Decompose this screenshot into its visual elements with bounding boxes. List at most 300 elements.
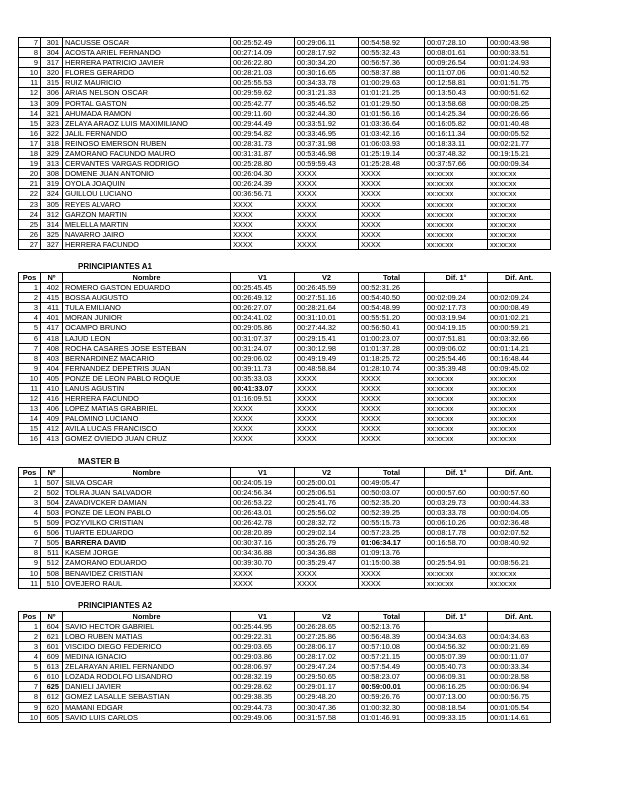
total-cell: 01:01:56.16 (359, 108, 425, 118)
pos-cell: 12 (19, 88, 41, 98)
dif-prev-cell: xx:xx:xx (488, 239, 551, 249)
v2-cell: 00:29:01.17 (295, 682, 359, 692)
total-cell: XXXX (359, 219, 425, 229)
number-cell: 322 (41, 128, 63, 138)
v2-cell: 00:30:16.65 (295, 68, 359, 78)
pos-cell: 13 (19, 404, 41, 414)
v1-cell: 00:29:05.86 (231, 323, 295, 333)
category-section (18, 600, 550, 723)
v2-cell: XXXX (295, 199, 359, 209)
dif-prev-cell: 00:00:44.33 (488, 497, 551, 507)
dif-prev-cell: 00:01:40.52 (488, 68, 551, 78)
table-row (19, 283, 551, 293)
v1-cell: 00:25:42.77 (231, 98, 295, 108)
number-cell: 504 (41, 497, 63, 507)
number-cell: 406 (41, 404, 63, 414)
table-row (19, 384, 551, 394)
v1-cell: 00:26:27.07 (231, 303, 295, 313)
dif-first-cell: 00:12:58.81 (425, 78, 488, 88)
dif-prev-cell: 00:02:07.52 (488, 528, 551, 538)
name-cell: HERRERA PATRICIO JAVIER (63, 58, 231, 68)
total-cell: 00:57:23.25 (359, 528, 425, 538)
name-cell: ROCHA CASARES JOSE ESTEBAN (63, 343, 231, 353)
table-row (19, 538, 551, 548)
dif-prev-cell: xx:xx:xx (488, 578, 551, 588)
table-row (19, 353, 551, 363)
dif-prev-cell: 00:00:05.52 (488, 128, 551, 138)
v2-cell: 00:27:44.32 (295, 323, 359, 333)
dif-first-cell (425, 477, 488, 487)
pos-cell: 21 (19, 179, 41, 189)
name-cell: NACUSSE OSCAR (63, 38, 231, 48)
total-cell: 01:01:29.50 (359, 98, 425, 108)
dif-prev-cell: 00:01:05.54 (488, 702, 551, 712)
dif-prev-cell: xx:xx:xx (488, 199, 551, 209)
number-cell: 324 (41, 189, 63, 199)
category-title: PRINCIPIANTES A1 (78, 261, 152, 271)
column-header: V1 (231, 467, 295, 477)
table-row (19, 229, 551, 239)
dif-first-cell: 00:08:17.78 (425, 528, 488, 538)
name-cell: GARZON MARTIN (63, 209, 231, 219)
column-header: Dif. 1° (425, 467, 488, 477)
total-cell: 00:57:54.49 (359, 662, 425, 672)
dif-prev-cell: 00:00:04.05 (488, 507, 551, 517)
pos-cell: 16 (19, 434, 41, 444)
name-cell: REINOSO EMERSON RUBEN (63, 138, 231, 148)
number-cell: 609 (41, 652, 63, 662)
category-title: MASTER B (78, 456, 120, 466)
table-row (19, 578, 551, 588)
dif-first-cell: xx:xx:xx (425, 229, 488, 239)
table-row (19, 78, 551, 88)
number-cell: 308 (41, 169, 63, 179)
dif-prev-cell: 00:01:14.21 (488, 343, 551, 353)
dif-first-cell: xx:xx:xx (425, 219, 488, 229)
v2-cell: XXXX (295, 189, 359, 199)
dif-first-cell (425, 283, 488, 293)
number-cell: 323 (41, 118, 63, 128)
dif-first-cell: 00:04:19.15 (425, 323, 488, 333)
table-row (19, 394, 551, 404)
pos-cell: 2 (19, 631, 41, 641)
name-cell: LOZADA RODOLFO LISANDRO (63, 672, 231, 682)
dif-first-cell: 00:02:09.24 (425, 293, 488, 303)
total-cell: XXXX (359, 189, 425, 199)
dif-prev-cell: 00:00:26.66 (488, 108, 551, 118)
total-cell: XXXX (359, 199, 425, 209)
number-cell: 320 (41, 68, 63, 78)
v1-cell: 00:26:22.80 (231, 58, 295, 68)
v1-cell: 00:31:24.07 (231, 343, 295, 353)
table-row (19, 293, 551, 303)
name-cell: SAVIO HECTOR GABRIEL (63, 621, 231, 631)
dif-first-cell: 00:06:09.31 (425, 672, 488, 682)
table-row (19, 333, 551, 343)
v2-cell: 00:25:00.01 (295, 477, 359, 487)
v1-cell: XXXX (231, 568, 295, 578)
table-row (19, 88, 551, 98)
v1-cell: 00:36:56.71 (231, 189, 295, 199)
dif-prev-cell (488, 548, 551, 558)
table-row (19, 118, 551, 128)
dif-first-cell: 00:08:01.61 (425, 48, 488, 58)
v1-cell: 00:31:31.87 (231, 149, 295, 159)
column-header: Nombre (63, 467, 231, 477)
column-header: Pos (19, 611, 41, 621)
number-cell: 321 (41, 108, 63, 118)
dif-prev-cell: 00:00:09.34 (488, 159, 551, 169)
pos-cell: 26 (19, 229, 41, 239)
total-cell: 00:58:37.88 (359, 68, 425, 78)
pos-cell: 22 (19, 189, 41, 199)
total-cell: XXXX (359, 424, 425, 434)
v2-cell: 00:28:21.64 (295, 303, 359, 313)
name-cell: OVEJERO RAUL (63, 578, 231, 588)
total-cell: 01:28:10.74 (359, 363, 425, 373)
dif-prev-cell: 00:01:14.61 (488, 712, 551, 722)
v1-cell: XXXX (231, 239, 295, 249)
dif-first-cell: 00:16:05.82 (425, 118, 488, 128)
pos-cell: 6 (19, 333, 41, 343)
column-header: Dif. 1° (425, 611, 488, 621)
name-cell: VISCIDO DIEGO FEDERICO (63, 641, 231, 651)
total-cell: 00:49:05.47 (359, 477, 425, 487)
total-cell: 01:25:19.14 (359, 149, 425, 159)
name-cell: GOMEZ OVIEDO JUAN CRUZ (63, 434, 231, 444)
v1-cell: 00:25:52.49 (231, 38, 295, 48)
column-header: V1 (231, 272, 295, 282)
v2-cell: XXXX (295, 434, 359, 444)
column-header: Nombre (63, 611, 231, 621)
v1-cell: XXXX (231, 219, 295, 229)
pos-cell: 9 (19, 702, 41, 712)
v2-cell: XXXX (295, 568, 359, 578)
v1-cell: 00:29:03.86 (231, 652, 295, 662)
number-cell: 418 (41, 333, 63, 343)
name-cell: SILVA OSCAR (63, 477, 231, 487)
dif-first-cell: xx:xx:xx (425, 179, 488, 189)
v2-cell: XXXX (295, 179, 359, 189)
dif-prev-cell: 00:08:56.21 (488, 558, 551, 568)
number-cell: 319 (41, 179, 63, 189)
dif-prev-cell: 00:00:06.94 (488, 682, 551, 692)
dif-first-cell: 00:35:39.48 (425, 363, 488, 373)
v2-cell: 00:35:46.52 (295, 98, 359, 108)
pos-cell: 6 (19, 672, 41, 682)
pos-cell: 3 (19, 303, 41, 313)
number-cell: 409 (41, 414, 63, 424)
pos-cell: 7 (19, 538, 41, 548)
v2-cell: XXXX (295, 219, 359, 229)
dif-first-cell: 00:13:58.68 (425, 98, 488, 108)
v1-cell: 00:25:44.95 (231, 621, 295, 631)
header-row (19, 272, 551, 282)
name-cell: FLORES GERARDO (63, 68, 231, 78)
v2-cell: XXXX (295, 414, 359, 424)
pos-cell: 9 (19, 558, 41, 568)
dif-first-cell: 00:07:13.00 (425, 692, 488, 702)
total-cell: 00:59:26.76 (359, 692, 425, 702)
pos-cell: 1 (19, 283, 41, 293)
v1-cell: 00:29:44.73 (231, 702, 295, 712)
total-cell: 00:52:13.76 (359, 621, 425, 631)
v2-cell: 00:31:21.33 (295, 88, 359, 98)
total-cell: XXXX (359, 169, 425, 179)
pos-cell: 10 (19, 68, 41, 78)
table-row (19, 58, 551, 68)
dif-prev-cell: xx:xx:xx (488, 394, 551, 404)
v2-cell: 00:31:10.01 (295, 313, 359, 323)
table-row (19, 128, 551, 138)
dif-prev-cell: xx:xx:xx (488, 414, 551, 424)
dif-first-cell: xx:xx:xx (425, 394, 488, 404)
total-cell: 00:59:00.01 (359, 682, 425, 692)
v2-cell: 00:35:29.47 (295, 558, 359, 568)
number-cell: 507 (41, 477, 63, 487)
v2-cell: 00:35:26.79 (295, 538, 359, 548)
table-row (19, 199, 551, 209)
v1-cell: 00:25:28.80 (231, 159, 295, 169)
dif-first-cell: xx:xx:xx (425, 578, 488, 588)
total-cell: 00:57:21.15 (359, 652, 425, 662)
dif-first-cell: 00:03:29.73 (425, 497, 488, 507)
pos-cell: 11 (19, 578, 41, 588)
dif-prev-cell (488, 477, 551, 487)
pos-cell: 5 (19, 662, 41, 672)
v2-cell: 00:26:45.59 (295, 283, 359, 293)
dif-prev-cell: 00:01:51.75 (488, 78, 551, 88)
dif-prev-cell: xx:xx:xx (488, 373, 551, 383)
results-table (18, 272, 551, 445)
number-cell: 604 (41, 621, 63, 631)
total-cell: 00:50:03.07 (359, 487, 425, 497)
dif-prev-cell: xx:xx:xx (488, 229, 551, 239)
name-cell: HERRERA FACUNDO (63, 394, 231, 404)
dif-prev-cell: 00:08:40.92 (488, 538, 551, 548)
column-header: Total (359, 467, 425, 477)
total-cell: XXXX (359, 179, 425, 189)
v1-cell: 00:26:49.12 (231, 293, 295, 303)
v1-cell: 00:28:20.89 (231, 528, 295, 538)
header-row (19, 611, 551, 621)
pos-cell: 24 (19, 209, 41, 219)
number-cell: 312 (41, 209, 63, 219)
pos-cell: 11 (19, 384, 41, 394)
name-cell: ZAMORANO FACUNDO MAURO (63, 149, 231, 159)
name-cell: OYOLA JOAQUIN (63, 179, 231, 189)
column-header: Nº (41, 272, 63, 282)
table-row (19, 159, 551, 169)
dif-prev-cell: 00:04:34.63 (488, 631, 551, 641)
pos-cell: 10 (19, 712, 41, 722)
name-cell: HERRERA FACUNDO (63, 239, 231, 249)
dif-first-cell: 00:25:54.46 (425, 353, 488, 363)
table-row (19, 363, 551, 373)
name-cell: RUIZ MAURICIO (63, 78, 231, 88)
number-cell: 601 (41, 641, 63, 651)
table-row (19, 169, 551, 179)
total-cell: 01:15:00.38 (359, 558, 425, 568)
table-row (19, 631, 551, 641)
number-cell: 416 (41, 394, 63, 404)
v2-cell: 00:33:51.92 (295, 118, 359, 128)
v2-cell: 00:25:41.76 (295, 497, 359, 507)
table-row (19, 343, 551, 353)
pos-cell: 15 (19, 118, 41, 128)
v2-cell: 00:34:36.88 (295, 548, 359, 558)
table-row (19, 702, 551, 712)
column-header: V2 (295, 611, 359, 621)
total-cell: 00:56:57.36 (359, 58, 425, 68)
v1-cell: 00:29:11.60 (231, 108, 295, 118)
v2-cell: 00:27:51.16 (295, 293, 359, 303)
pos-cell: 17 (19, 138, 41, 148)
dif-prev-cell: 00:00:43.98 (488, 38, 551, 48)
number-cell: 410 (41, 384, 63, 394)
number-cell: 306 (41, 88, 63, 98)
name-cell: AHUMADA RAMON (63, 108, 231, 118)
table-row (19, 692, 551, 702)
name-cell: TULA EMILIANO (63, 303, 231, 313)
total-cell: 00:55:32.43 (359, 48, 425, 58)
dif-prev-cell: 00:01:02.21 (488, 313, 551, 323)
name-cell: LANUS AGUSTIN (63, 384, 231, 394)
v1-cell: 00:29:06.02 (231, 353, 295, 363)
v2-cell: 00:30:12.98 (295, 343, 359, 353)
dif-first-cell (425, 621, 488, 631)
table-row (19, 507, 551, 517)
v2-cell: 00:29:02.14 (295, 528, 359, 538)
number-cell: 508 (41, 568, 63, 578)
v2-cell: 00:29:50.65 (295, 672, 359, 682)
v1-cell: 00:29:03.65 (231, 641, 295, 651)
total-cell: 00:52:39.25 (359, 507, 425, 517)
pos-cell: 25 (19, 219, 41, 229)
number-cell: 620 (41, 702, 63, 712)
number-cell: 413 (41, 434, 63, 444)
v1-cell: 00:28:32.19 (231, 672, 295, 682)
total-cell: 00:58:23.07 (359, 672, 425, 682)
total-cell: 01:06:34.17 (359, 538, 425, 548)
dif-first-cell: 00:04:34.63 (425, 631, 488, 641)
name-cell: LOBO RUBEN MATIAS (63, 631, 231, 641)
dif-prev-cell: 00:02:09.24 (488, 293, 551, 303)
name-cell: PONZE DE LEON PABLO ROQUE (63, 373, 231, 383)
table-row (19, 641, 551, 651)
table-row (19, 239, 551, 249)
dif-prev-cell: 00:00:57.60 (488, 487, 551, 497)
table-row (19, 138, 551, 148)
dif-first-cell: 00:37:57.66 (425, 159, 488, 169)
name-cell: ZELAYA ARAOZ LUIS MAXIMILIANO (63, 118, 231, 128)
table-row (19, 568, 551, 578)
total-cell: 01:00:23.07 (359, 333, 425, 343)
dif-first-cell: 00:04:56.32 (425, 641, 488, 651)
v1-cell: 00:25:55.53 (231, 78, 295, 88)
total-cell: XXXX (359, 384, 425, 394)
table-row (19, 424, 551, 434)
number-cell: 318 (41, 138, 63, 148)
name-cell: ARIAS NELSON OSCAR (63, 88, 231, 98)
name-cell: GOMEZ LASALLE SEBASTIAN (63, 692, 231, 702)
total-cell: 01:09:13.76 (359, 548, 425, 558)
dif-prev-cell: 00:03:32.66 (488, 333, 551, 343)
total-cell: 00:54:40.50 (359, 293, 425, 303)
dif-prev-cell: 00:01:40.48 (488, 118, 551, 128)
v1-cell: 00:24:56.34 (231, 487, 295, 497)
dif-first-cell: 00:06:16.25 (425, 682, 488, 692)
column-header: V2 (295, 272, 359, 282)
name-cell: OCAMPO BRUNO (63, 323, 231, 333)
header-row (19, 467, 551, 477)
dif-prev-cell: xx:xx:xx (488, 179, 551, 189)
number-cell: 512 (41, 558, 63, 568)
category-section (18, 261, 550, 445)
column-header: Pos (19, 467, 41, 477)
v1-cell: 00:25:45.45 (231, 283, 295, 293)
pos-cell: 10 (19, 568, 41, 578)
pos-cell: 2 (19, 293, 41, 303)
v1-cell: 00:29:38.35 (231, 692, 295, 702)
v1-cell: XXXX (231, 199, 295, 209)
pos-cell: 8 (19, 353, 41, 363)
name-cell: GUILLOU LUCIANO (63, 189, 231, 199)
name-cell: SAVIO LUIS CARLOS (63, 712, 231, 722)
pos-cell: 4 (19, 652, 41, 662)
pos-cell: 9 (19, 58, 41, 68)
pos-cell: 3 (19, 641, 41, 651)
name-cell: ZAMORANO EDUARDO (63, 558, 231, 568)
name-cell: DANIELI JAVIER (63, 682, 231, 692)
v1-cell: 00:28:21.03 (231, 68, 295, 78)
table-row (19, 209, 551, 219)
column-header: Nombre (63, 272, 231, 282)
dif-first-cell: xx:xx:xx (425, 434, 488, 444)
pos-cell: 8 (19, 548, 41, 558)
pos-cell: 11 (19, 78, 41, 88)
v1-cell: 00:27:14.09 (231, 48, 295, 58)
number-cell: 605 (41, 712, 63, 722)
v2-cell: 00:32:44.30 (295, 108, 359, 118)
column-header: Dif. Ant. (488, 467, 551, 477)
table-row (19, 303, 551, 313)
dif-first-cell: xx:xx:xx (425, 414, 488, 424)
total-cell: XXXX (359, 578, 425, 588)
dif-first-cell: 00:02:17.73 (425, 303, 488, 313)
v2-cell: 00:49:19.49 (295, 353, 359, 363)
dif-prev-cell (488, 621, 551, 631)
dif-prev-cell: xx:xx:xx (488, 424, 551, 434)
pos-cell: 3 (19, 497, 41, 507)
dif-first-cell: xx:xx:xx (425, 169, 488, 179)
v2-cell: XXXX (295, 169, 359, 179)
table-row (19, 518, 551, 528)
table-row (19, 414, 551, 424)
pos-cell: 20 (19, 169, 41, 179)
v1-cell: 00:39:30.70 (231, 558, 295, 568)
pos-cell: 14 (19, 414, 41, 424)
dif-first-cell: 00:08:18.54 (425, 702, 488, 712)
dif-first-cell: 00:00:57.60 (425, 487, 488, 497)
number-cell: 510 (41, 578, 63, 588)
results-table (18, 467, 551, 589)
dif-first-cell: 00:13:50.43 (425, 88, 488, 98)
name-cell: ROMERO GASTON EDUARDO (63, 283, 231, 293)
dif-first-cell: xx:xx:xx (425, 209, 488, 219)
pos-cell: 7 (19, 343, 41, 353)
name-cell: PORTAL GASTON (63, 98, 231, 108)
